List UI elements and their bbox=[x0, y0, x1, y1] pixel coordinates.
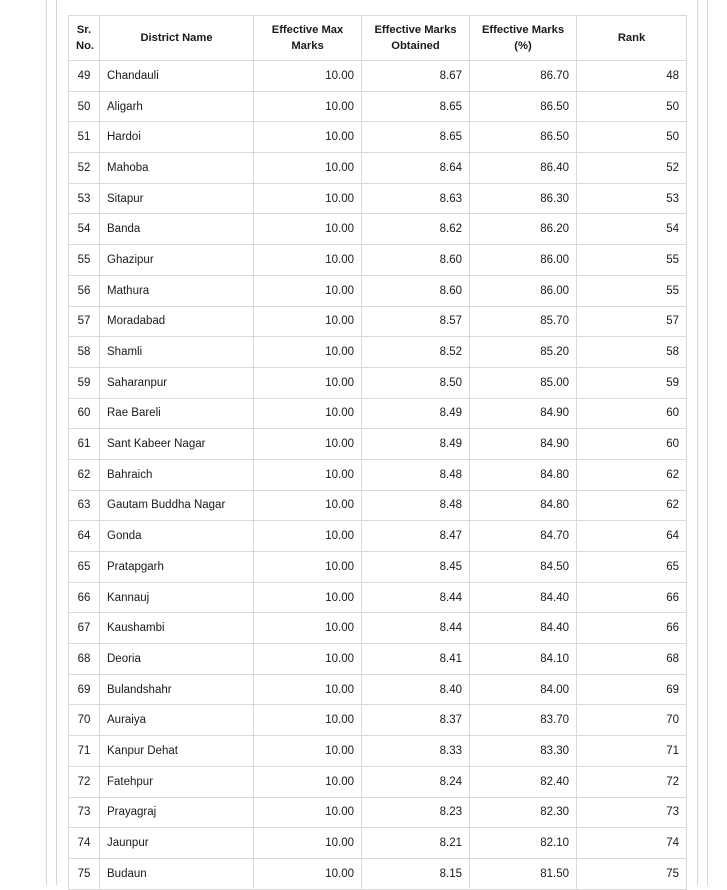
district-ranking-table bbox=[68, 15, 687, 890]
table-row bbox=[69, 183, 687, 214]
cell-effective-marks-percent: 86.50 bbox=[470, 122, 577, 153]
cell-rank: 73 bbox=[577, 797, 687, 828]
cell-sr-no: 71 bbox=[69, 736, 100, 767]
cell-sr-no: 50 bbox=[69, 91, 100, 122]
table-row bbox=[69, 306, 687, 337]
cell-district-name: Shamli bbox=[100, 337, 254, 368]
cell-rank: 75 bbox=[577, 858, 687, 889]
cell-effective-marks-obtained: 8.37 bbox=[362, 705, 470, 736]
cell-effective-marks-percent: 84.70 bbox=[470, 521, 577, 552]
cell-effective-marks-percent: 86.20 bbox=[470, 214, 577, 245]
cell-effective-marks-obtained: 8.41 bbox=[362, 644, 470, 675]
cell-sr-no: 74 bbox=[69, 828, 100, 859]
cell-effective-marks-percent: 84.50 bbox=[470, 552, 577, 583]
cell-rank: 48 bbox=[577, 61, 687, 92]
cell-sr-no: 64 bbox=[69, 521, 100, 552]
cell-sr-no: 66 bbox=[69, 582, 100, 613]
cell-effective-max-marks: 10.00 bbox=[254, 183, 362, 214]
cell-effective-max-marks: 10.00 bbox=[254, 858, 362, 889]
cell-effective-marks-percent: 85.20 bbox=[470, 337, 577, 368]
cell-effective-marks-percent: 84.10 bbox=[470, 644, 577, 675]
cell-effective-marks-percent: 86.30 bbox=[470, 183, 577, 214]
table-row bbox=[69, 613, 687, 644]
cell-effective-marks-percent: 86.50 bbox=[470, 91, 577, 122]
table-row bbox=[69, 459, 687, 490]
cell-district-name: Aligarh bbox=[100, 91, 254, 122]
cell-effective-max-marks: 10.00 bbox=[254, 705, 362, 736]
cell-effective-marks-percent: 85.00 bbox=[470, 367, 577, 398]
cell-district-name: Saharanpur bbox=[100, 367, 254, 398]
cell-district-name: Fatehpur bbox=[100, 766, 254, 797]
table-header bbox=[69, 16, 687, 61]
cell-effective-marks-percent: 84.40 bbox=[470, 613, 577, 644]
cell-effective-marks-obtained: 8.49 bbox=[362, 429, 470, 460]
cell-effective-marks-percent: 81.50 bbox=[470, 858, 577, 889]
cell-rank: 66 bbox=[577, 613, 687, 644]
cell-effective-marks-obtained: 8.65 bbox=[362, 122, 470, 153]
cell-rank: 53 bbox=[577, 183, 687, 214]
cell-sr-no: 51 bbox=[69, 122, 100, 153]
cell-effective-max-marks: 10.00 bbox=[254, 521, 362, 552]
cell-effective-marks-percent: 84.90 bbox=[470, 429, 577, 460]
cell-effective-max-marks: 10.00 bbox=[254, 828, 362, 859]
cell-effective-max-marks: 10.00 bbox=[254, 275, 362, 306]
cell-sr-no: 53 bbox=[69, 183, 100, 214]
cell-district-name: Sant Kabeer Nagar bbox=[100, 429, 254, 460]
cell-effective-max-marks: 10.00 bbox=[254, 736, 362, 767]
table-row bbox=[69, 828, 687, 859]
cell-district-name: Mathura bbox=[100, 275, 254, 306]
cell-effective-marks-percent: 86.00 bbox=[470, 245, 577, 276]
cell-effective-marks-percent: 86.40 bbox=[470, 153, 577, 184]
cell-effective-marks-obtained: 8.65 bbox=[362, 91, 470, 122]
table-row bbox=[69, 337, 687, 368]
cell-effective-max-marks: 10.00 bbox=[254, 766, 362, 797]
cell-effective-max-marks: 10.00 bbox=[254, 398, 362, 429]
cell-effective-max-marks: 10.00 bbox=[254, 582, 362, 613]
header-rank: Rank bbox=[577, 16, 687, 61]
cell-sr-no: 69 bbox=[69, 674, 100, 705]
header-effective-max-marks: Effective Max Marks bbox=[254, 16, 362, 61]
cell-district-name: Kaushambi bbox=[100, 613, 254, 644]
cell-district-name: Auraiya bbox=[100, 705, 254, 736]
cell-effective-max-marks: 10.00 bbox=[254, 644, 362, 675]
cell-effective-marks-percent: 82.40 bbox=[470, 766, 577, 797]
cell-rank: 70 bbox=[577, 705, 687, 736]
cell-effective-marks-obtained: 8.40 bbox=[362, 674, 470, 705]
cell-district-name: Rae Bareli bbox=[100, 398, 254, 429]
cell-sr-no: 72 bbox=[69, 766, 100, 797]
cell-rank: 69 bbox=[577, 674, 687, 705]
cell-district-name: Kannauj bbox=[100, 582, 254, 613]
table-body bbox=[69, 61, 687, 890]
cell-sr-no: 52 bbox=[69, 153, 100, 184]
cell-effective-max-marks: 10.00 bbox=[254, 459, 362, 490]
table-row bbox=[69, 521, 687, 552]
cell-effective-marks-obtained: 8.48 bbox=[362, 490, 470, 521]
cell-sr-no: 59 bbox=[69, 367, 100, 398]
cell-effective-marks-percent: 86.70 bbox=[470, 61, 577, 92]
table-row bbox=[69, 736, 687, 767]
cell-effective-marks-obtained: 8.45 bbox=[362, 552, 470, 583]
cell-rank: 62 bbox=[577, 490, 687, 521]
cell-district-name: Moradabad bbox=[100, 306, 254, 337]
cell-sr-no: 60 bbox=[69, 398, 100, 429]
cell-rank: 64 bbox=[577, 521, 687, 552]
cell-effective-marks-percent: 83.30 bbox=[470, 736, 577, 767]
cell-rank: 66 bbox=[577, 582, 687, 613]
cell-district-name: Jaunpur bbox=[100, 828, 254, 859]
table-row bbox=[69, 153, 687, 184]
cell-effective-marks-obtained: 8.50 bbox=[362, 367, 470, 398]
cell-rank: 72 bbox=[577, 766, 687, 797]
header-sr-no: Sr. No. bbox=[69, 16, 100, 61]
header-district-name: District Name bbox=[100, 16, 254, 61]
cell-rank: 50 bbox=[577, 91, 687, 122]
table-row bbox=[69, 674, 687, 705]
cell-effective-marks-percent: 84.80 bbox=[470, 490, 577, 521]
cell-effective-max-marks: 10.00 bbox=[254, 153, 362, 184]
right-outer-border bbox=[707, 0, 708, 885]
table-row bbox=[69, 122, 687, 153]
cell-sr-no: 67 bbox=[69, 613, 100, 644]
left-outer-border bbox=[46, 0, 47, 885]
cell-effective-marks-obtained: 8.15 bbox=[362, 858, 470, 889]
cell-effective-max-marks: 10.00 bbox=[254, 429, 362, 460]
table-row bbox=[69, 91, 687, 122]
cell-effective-marks-percent: 83.70 bbox=[470, 705, 577, 736]
table-row bbox=[69, 705, 687, 736]
cell-rank: 55 bbox=[577, 245, 687, 276]
right-inner-border bbox=[697, 0, 698, 885]
cell-effective-marks-obtained: 8.23 bbox=[362, 797, 470, 828]
cell-effective-max-marks: 10.00 bbox=[254, 552, 362, 583]
table-row bbox=[69, 552, 687, 583]
cell-rank: 57 bbox=[577, 306, 687, 337]
cell-effective-marks-percent: 82.30 bbox=[470, 797, 577, 828]
cell-effective-max-marks: 10.00 bbox=[254, 613, 362, 644]
cell-effective-max-marks: 10.00 bbox=[254, 797, 362, 828]
cell-effective-marks-obtained: 8.60 bbox=[362, 245, 470, 276]
cell-effective-marks-percent: 84.80 bbox=[470, 459, 577, 490]
cell-rank: 58 bbox=[577, 337, 687, 368]
cell-effective-marks-obtained: 8.57 bbox=[362, 306, 470, 337]
cell-effective-marks-obtained: 8.62 bbox=[362, 214, 470, 245]
cell-rank: 62 bbox=[577, 459, 687, 490]
cell-effective-marks-obtained: 8.44 bbox=[362, 582, 470, 613]
cell-district-name: Ghazipur bbox=[100, 245, 254, 276]
cell-effective-max-marks: 10.00 bbox=[254, 367, 362, 398]
cell-effective-max-marks: 10.00 bbox=[254, 306, 362, 337]
table-row bbox=[69, 398, 687, 429]
cell-effective-marks-percent: 85.70 bbox=[470, 306, 577, 337]
cell-sr-no: 56 bbox=[69, 275, 100, 306]
cell-effective-marks-percent: 84.90 bbox=[470, 398, 577, 429]
table-row bbox=[69, 490, 687, 521]
table-row bbox=[69, 582, 687, 613]
table-row bbox=[69, 644, 687, 675]
cell-effective-marks-obtained: 8.21 bbox=[362, 828, 470, 859]
cell-sr-no: 63 bbox=[69, 490, 100, 521]
cell-sr-no: 54 bbox=[69, 214, 100, 245]
cell-district-name: Budaun bbox=[100, 858, 254, 889]
table-row bbox=[69, 61, 687, 92]
cell-rank: 60 bbox=[577, 429, 687, 460]
cell-effective-marks-obtained: 8.49 bbox=[362, 398, 470, 429]
header-effective-marks-percent: Effective Marks (%) bbox=[470, 16, 577, 61]
cell-district-name: Chandauli bbox=[100, 61, 254, 92]
cell-district-name: Pratapgarh bbox=[100, 552, 254, 583]
cell-district-name: Hardoi bbox=[100, 122, 254, 153]
cell-effective-marks-obtained: 8.60 bbox=[362, 275, 470, 306]
cell-district-name: Banda bbox=[100, 214, 254, 245]
cell-district-name: Bulandshahr bbox=[100, 674, 254, 705]
cell-effective-marks-obtained: 8.67 bbox=[362, 61, 470, 92]
cell-sr-no: 61 bbox=[69, 429, 100, 460]
cell-effective-max-marks: 10.00 bbox=[254, 245, 362, 276]
cell-district-name: Gonda bbox=[100, 521, 254, 552]
cell-rank: 71 bbox=[577, 736, 687, 767]
cell-effective-marks-percent: 86.00 bbox=[470, 275, 577, 306]
cell-effective-marks-obtained: 8.33 bbox=[362, 736, 470, 767]
header-row bbox=[69, 16, 687, 61]
table-row bbox=[69, 367, 687, 398]
cell-effective-marks-percent: 84.00 bbox=[470, 674, 577, 705]
cell-effective-marks-obtained: 8.44 bbox=[362, 613, 470, 644]
cell-district-name: Kanpur Dehat bbox=[100, 736, 254, 767]
cell-district-name: Gautam Buddha Nagar bbox=[100, 490, 254, 521]
cell-sr-no: 73 bbox=[69, 797, 100, 828]
cell-sr-no: 75 bbox=[69, 858, 100, 889]
cell-rank: 59 bbox=[577, 367, 687, 398]
cell-sr-no: 55 bbox=[69, 245, 100, 276]
cell-effective-max-marks: 10.00 bbox=[254, 490, 362, 521]
cell-effective-marks-obtained: 8.47 bbox=[362, 521, 470, 552]
cell-district-name: Sitapur bbox=[100, 183, 254, 214]
cell-rank: 52 bbox=[577, 153, 687, 184]
cell-effective-max-marks: 10.00 bbox=[254, 122, 362, 153]
cell-effective-marks-obtained: 8.52 bbox=[362, 337, 470, 368]
cell-district-name: Deoria bbox=[100, 644, 254, 675]
cell-sr-no: 70 bbox=[69, 705, 100, 736]
cell-effective-max-marks: 10.00 bbox=[254, 61, 362, 92]
table-row bbox=[69, 429, 687, 460]
cell-effective-marks-obtained: 8.48 bbox=[362, 459, 470, 490]
cell-effective-max-marks: 10.00 bbox=[254, 337, 362, 368]
left-inner-border bbox=[56, 0, 57, 885]
cell-effective-max-marks: 10.00 bbox=[254, 674, 362, 705]
cell-rank: 54 bbox=[577, 214, 687, 245]
cell-effective-marks-obtained: 8.64 bbox=[362, 153, 470, 184]
table-row bbox=[69, 214, 687, 245]
cell-rank: 68 bbox=[577, 644, 687, 675]
table-row bbox=[69, 766, 687, 797]
cell-sr-no: 58 bbox=[69, 337, 100, 368]
cell-effective-marks-obtained: 8.63 bbox=[362, 183, 470, 214]
table-row bbox=[69, 797, 687, 828]
table-row bbox=[69, 245, 687, 276]
cell-sr-no: 62 bbox=[69, 459, 100, 490]
cell-rank: 65 bbox=[577, 552, 687, 583]
cell-effective-marks-percent: 84.40 bbox=[470, 582, 577, 613]
table-row bbox=[69, 858, 687, 889]
cell-sr-no: 57 bbox=[69, 306, 100, 337]
cell-rank: 74 bbox=[577, 828, 687, 859]
cell-rank: 60 bbox=[577, 398, 687, 429]
cell-rank: 50 bbox=[577, 122, 687, 153]
cell-effective-marks-obtained: 8.24 bbox=[362, 766, 470, 797]
cell-effective-max-marks: 10.00 bbox=[254, 214, 362, 245]
table-row bbox=[69, 275, 687, 306]
cell-effective-max-marks: 10.00 bbox=[254, 91, 362, 122]
cell-rank: 55 bbox=[577, 275, 687, 306]
cell-district-name: Mahoba bbox=[100, 153, 254, 184]
cell-district-name: Prayagraj bbox=[100, 797, 254, 828]
cell-sr-no: 49 bbox=[69, 61, 100, 92]
cell-effective-marks-percent: 82.10 bbox=[470, 828, 577, 859]
cell-sr-no: 68 bbox=[69, 644, 100, 675]
cell-sr-no: 65 bbox=[69, 552, 100, 583]
header-effective-marks-obtained: Effective Marks Obtained bbox=[362, 16, 470, 61]
cell-district-name: Bahraich bbox=[100, 459, 254, 490]
